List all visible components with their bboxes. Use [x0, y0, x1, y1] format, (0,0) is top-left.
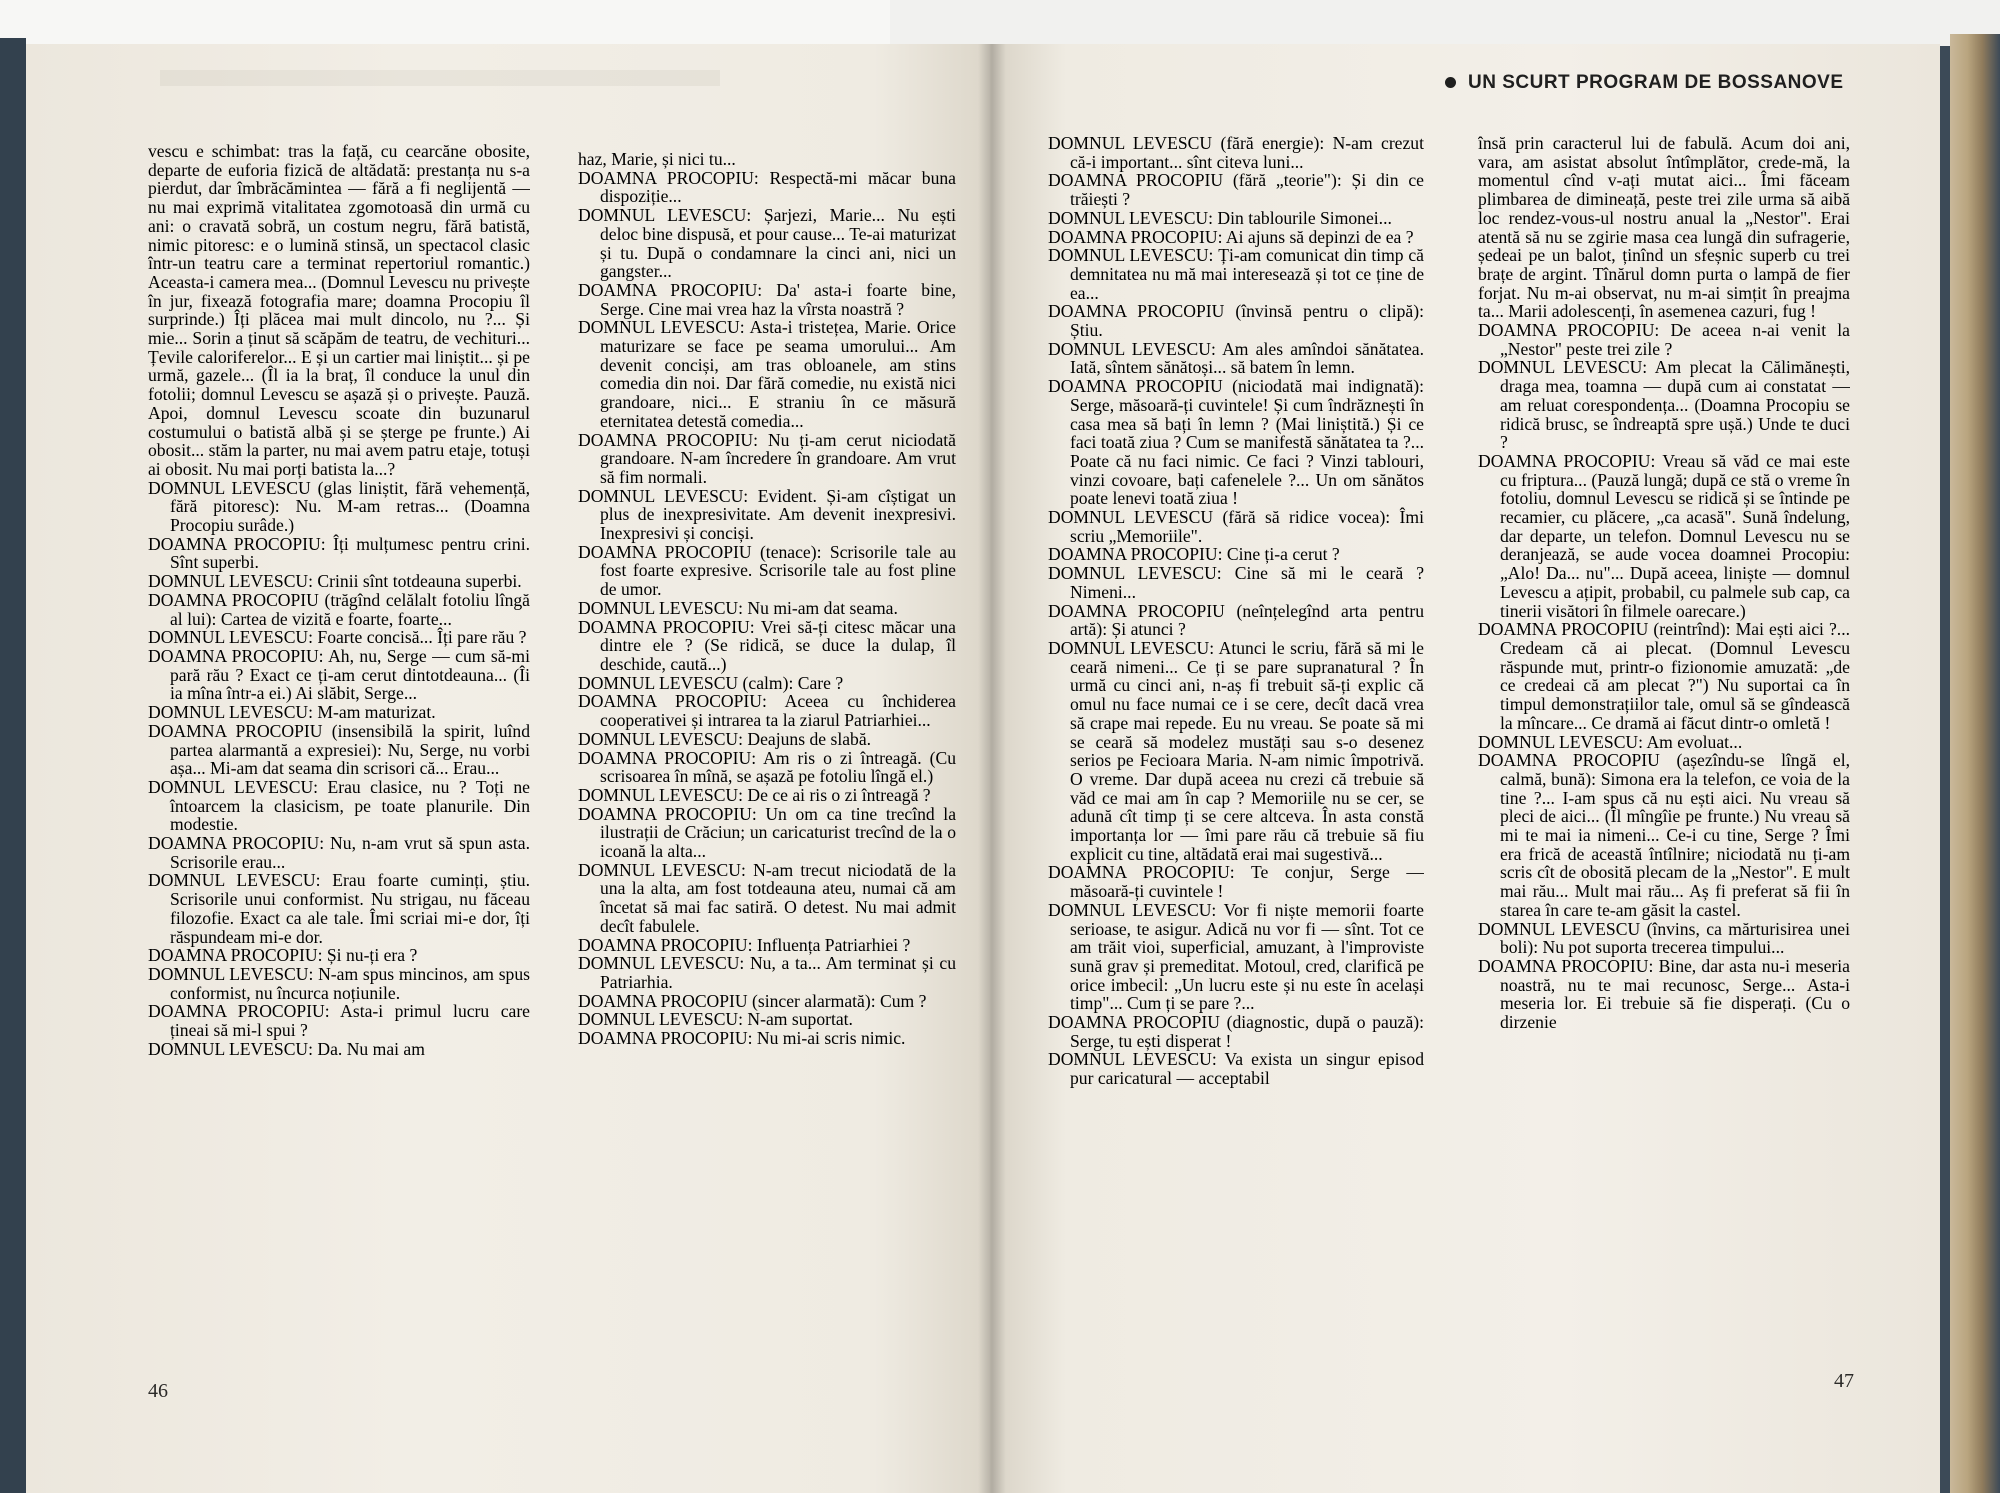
- dialogue-paragraph: DOMNUL LEVESCU (fără energie): N-am crezut că-i important... sînt citeva luni...: [1048, 134, 1424, 172]
- dialogue-paragraph: DOAMNA PROCOPIU (niciodată mai indignată): Serge, măsoară-ți cuvintele! Și cum îndrăznești în casa mea să bați în lemn ? (Mai liniștită.) Și ce faci toată ziua ? Cum se manifestă sănătatea ta ?... Poate că nu faci nimic. Ce faci ? Vinzi tablouri, vinzi covoare, bați cafenelele ?... Un om sănătos poate lenevi toată ziua !: [1048, 376, 1424, 509]
- dialogue-paragraph: DOAMNA PROCOPIU (fără „teorie"): Și din ce trăiești ?: [1048, 170, 1424, 210]
- dialogue-paragraph: DOAMNA PROCOPIU (sincer alarmată): Cum ?: [578, 990, 927, 1011]
- dialogue-paragraph: DOMNUL LEVESCU (fără să ridice vocea): Îmi scriu „Memoriile".: [1048, 507, 1424, 546]
- page-number-left: 46: [148, 1380, 168, 1402]
- dialogue-paragraph: DOAMNA PROCOPIU: Am ris o zi întreagă. (Cu scrisoarea în mînă, se așază pe fotoliu lîngă el.): [578, 747, 956, 787]
- dialogue-paragraph: DOAMNA PROCOPIU: Bine, dar asta nu-i meseria noastră, nu te mai recunosc, Serge... Asta-i meseria lor. Ei trebuie să fie disperați. (Cu o dirzenie: [1478, 955, 1850, 1033]
- dialogue-paragraph: DOMNUL LEVESCU: Am plecat la Călimănești, draga mea, toamna — după cum ai constatat — am reluat corespondența... (Doamna Procopiu se ridică brusc, se îndreaptă spre ușă.) Unde te duci ?: [1478, 357, 1850, 453]
- dialogue-paragraph: DOMNUL LEVESCU: Am evoluat...: [1478, 731, 1743, 752]
- dialogue-paragraph: DOMNUL LEVESCU: Din tablourile Simonei...: [1048, 207, 1392, 228]
- continued-paragraph: însă prin caracterul lui de fabulă. Acum doi ani, vara, am asistat absolut întîmplător, crede-mă, la momentul cînd v-ați mutat aici... Îmi făceam plimbarea de dimineață, peste trei zile urma să aibă loc rendez-vous-ul nostru anual la „Nestor". Erai atentă să nu se zgirie masa cea lungă din sufragerie, ședeai pe un balot, ținînd un sfeșnic superb cu trei brațe de argint. Tînărul domn purta o lampă de fier forjat. Nu m-ai observat, nu m-ai simțit în preajma ta... Marii adolescenți, în asemenea cazuri, fug !: [1478, 134, 1850, 322]
- book-cover-right-edge: [1950, 34, 2000, 1493]
- dialogue-paragraph: DOMNUL LEVESCU: M-am maturizat.: [148, 702, 436, 723]
- dialogue-paragraph: DOAMNA PROCOPIU: Asta-i primul lucru care țineai să mi-l spui ?: [148, 1001, 530, 1041]
- dialogue-paragraph: DOMNUL LEVESCU: Foarte concisă... Îți pare rău ?: [148, 627, 527, 648]
- dialogue-paragraph: DOMNUL LEVESCU: Va exista un singur episod pur caricatural — acceptabil: [1048, 1049, 1424, 1089]
- dialogue-paragraph: DOAMNA PROCOPIU (diagnostic, după o pauză): Serge, tu ești disperat !: [1048, 1012, 1424, 1051]
- dialogue-paragraph: DOMNUL LEVESCU: Am ales amîndoi sănătatea. Iată, sîntem sănătoși... să batem în lemn.: [1048, 338, 1424, 378]
- dialogue-paragraph: DOAMNA PROCOPIU: Te conjur, Serge — măsoară-ți cuvintele !: [1048, 862, 1424, 902]
- dialogue-paragraph: DOMNUL LEVESCU: Evident. Și-am cîștigat un plus de inexpresivitate. Am devenit inexpresivi. Inexpresivi și conciși.: [578, 485, 956, 544]
- text-column-right-1: [1048, 134, 1424, 1356]
- dialogue-paragraph: DOAMNA PROCOPIU: Ai ajuns să depinzi de ea ?: [1048, 226, 1414, 247]
- dialogue-paragraph: DOMNUL LEVESCU: Erau clasice, nu ? Toți ne întoarcem la clasicism, pe toate planurile. Din modestie.: [148, 776, 530, 835]
- dialogue-paragraph: DOMNUL LEVESCU: Cine să mi le ceară ? Nimeni...: [1048, 563, 1424, 602]
- dialogue-paragraph: DOMNUL LEVESCU: N-am spus mincinos, am spus conformist, nu încurca noțiunile.: [148, 963, 530, 1003]
- dialogue-paragraph: DOMNUL LEVESCU: Deajuns de slabă.: [578, 728, 872, 749]
- text-column-right-2: [1478, 134, 1850, 1356]
- text-column-left-2: [578, 150, 956, 1360]
- dialogue-paragraph: DOAMNA PROCOPIU: Îți mulțumesc pentru crini. Sînt superbi.: [148, 533, 530, 573]
- dialogue-paragraph: DOAMNA PROCOPIU: Și nu-ți era ?: [148, 945, 418, 966]
- dialogue-paragraph: DOAMNA PROCOPIU: Influența Patriarhiei ?: [578, 934, 911, 955]
- dialogue-paragraph: DOMNUL LEVESCU: Crinii sînt totdeauna superbi.: [148, 571, 522, 592]
- dialogue-paragraph: DOMNUL LEVESCU (glas liniștit, fără vehemență, fără pitoresc): Nu. M-am retras... (Doamna Procopiu surâde.): [148, 477, 530, 536]
- dialogue-paragraph: DOAMNA PROCOPIU (neînțelegînd arta pentru artă): Și atunci ?: [1048, 600, 1424, 640]
- book-cover-left-edge: [0, 38, 26, 1493]
- dialogue-paragraph: DOMNUL LEVESCU: Erau foarte cuminți, știu. Scrisorile unui conformist. Nu strigau, nu făceau filozofie. Exact ca ale tale. Îmi scriai mi-e dor, îți răspundeam mi-e dor.: [148, 870, 530, 947]
- bleed-through-text: [160, 70, 720, 86]
- scanner-top-margin: [0, 0, 2000, 46]
- dialogue-paragraph: DOMNUL LEVESCU: N-am suportat.: [578, 1009, 853, 1030]
- text-column-left-1: [148, 142, 530, 1360]
- dialogue-paragraph: DOAMNA PROCOPIU: Da' asta-i foarte bine, Serge. Cine mai vrea haz la vîrsta noastră ?: [578, 279, 956, 319]
- dialogue-paragraph: DOMNUL LEVESCU: Da. Nu mai am: [148, 1038, 425, 1059]
- dialogue-paragraph: DOAMNA PROCOPIU: Respectă-mi măcar buna dispoziție...: [578, 167, 956, 207]
- dialogue-paragraph: DOMNUL LEVESCU: De ce ai ris o zi întreagă ?: [578, 784, 931, 805]
- dialogue-paragraph: DOMNUL LEVESCU: Nu, a ta... Am terminat și cu Patriarhia.: [578, 953, 956, 992]
- dialogue-paragraph: DOAMNA PROCOPIU (așezîndu-se lîngă el, calmă, bună): Simona era la telefon, ce voia de la tine ?... I-am spus că nu ești aici. Nu vreau să pleci de aici... (Îl mîngîie pe frunte.) Nu vreau să mi te mai ia nimeni... Ce-i cu tine, Serge ? Îmi era frică de această întîlnire; niciodată nu ți-am scris cît de obosită plecam de la „Nestor". E mult mai rău... Mult mai rău... Aș fi preferat să fii în starea în care te-am găsit la castel.: [1478, 750, 1850, 920]
- running-header: [1445, 72, 1845, 94]
- continued-paragraph: haz, Marie, și nici tu...: [578, 150, 736, 169]
- dialogue-paragraph: DOMNUL LEVESCU: Nu mi-am dat seama.: [578, 597, 898, 618]
- dialogue-paragraph: DOMNUL LEVESCU (învins, ca mărturisirea unei boli): Nu pot suporta trecerea timpului...: [1478, 918, 1850, 958]
- dialogue-paragraph: DOAMNA PROCOPIU: De aceea n-ai venit la „Nestor" peste trei zile ?: [1478, 320, 1850, 359]
- dialogue-paragraph: DOAMNA PROCOPIU: Nu mi-ai scris nimic.: [578, 1028, 906, 1049]
- running-title: UN SCURT PROGRAM DE BOSSANOVE: [1468, 72, 1844, 93]
- dialogue-paragraph: DOMNUL LEVESCU: N-am trecut niciodată de la una la alta, am fost totdeauna ateu, numai că am încetat să mai fac satiră. O detest. Nu mai admit decît fabulele.: [578, 859, 956, 936]
- dialogue-paragraph: DOMNUL LEVESCU: Ți-am comunicat din timp că demnitatea nu mă mai interesează și tot ce ține de ea...: [1048, 245, 1424, 303]
- bullet-icon: [1445, 77, 1456, 88]
- book-gutter: [978, 44, 1006, 1493]
- dialogue-paragraph: DOAMNA PROCOPIU (reintrînd): Mai ești aici ?... Credeam că ai plecat. (Domnul Levescu răspunde mut, printr-o fizionomie amuzată: „de ce credeai că am plecat ?") Nu suportai ca în timpul demonstrațiilor tale, omul să se gîndească la mîncare... Ce dramă ai făcut dintr-o omletă !: [1478, 619, 1850, 733]
- dialogue-paragraph: DOAMNA PROCOPIU (trăgînd celălalt fotoliu lîngă al lui): Cartea de vizită e foarte, foarte...: [148, 589, 530, 629]
- page-number-right: 47: [1834, 1370, 1854, 1392]
- dialogue-paragraph: DOAMNA PROCOPIU: Aceea cu închiderea cooperativei și intrarea ta la ziarul Patriarhiei...: [578, 691, 956, 731]
- dialogue-paragraph: DOMNUL LEVESCU: Asta-i tristețea, Marie. Orice maturizare se face pe seama umorului... Am devenit conciși, am tras obloanele, am stins comedia din noi. Dar fără comedie, nu există nici grandoare, nici... E straniu în ce măsură eternitatea detestă comedia...: [578, 317, 956, 431]
- dialogue-paragraph: DOMNUL LEVESCU: Șarjezi, Marie... Nu ești deloc bine dispusă, et pour cause... Te-ai maturizat și tu. După o condamnare la cinci ani, nici un gangster...: [578, 205, 956, 282]
- dialogue-paragraph: DOAMNA PROCOPIU: Nu ți-am cerut niciodată grandoare. N-am încredere în grandoare. Am vrut să fim normali.: [578, 429, 956, 487]
- dialogue-paragraph: DOMNUL LEVESCU: Vor fi niște memorii foarte serioase, te asigur. Adică nu vor fi — sînt. Tot ce am trăit vioi, superficial, amuzant, à l'improviste sună grav și premeditat. Motoul, cred, clarifică pe orice imbecil: „Un lucru este și nu este în același timp"... Cum ți se pare ?...: [1048, 899, 1424, 1014]
- dialogue-paragraph: DOAMNA PROCOPIU: Vreau să văd ce mai este cu friptura... (Pauză lungă; după ce stă o vreme în fotoliu, domnul Levescu se ridică și se întinde pe recamier, cu plăcere, „ca acasă". Sună îndelung, dar departe, un telefon. Domnul Levescu nu se deranjează, se aude vocea doamnei Procopiu: „Alo! Da... nu"... După aceea, liniște — domnul Levescu a ațipit, probabil, cu palmele sub cap, ca tinerii visători în filmele oarecare.): [1478, 450, 1850, 621]
- dialogue-paragraph: DOAMNA PROCOPIU (tenace): Scrisorile tale au fost foarte expresive. Scrisorile tale au fost pline de umor.: [578, 541, 956, 600]
- dialogue-paragraph: DOAMNA PROCOPIU (învinsă pentru o clipă): Știu.: [1048, 301, 1424, 341]
- dialogue-paragraph: DOAMNA PROCOPIU: Ah, nu, Serge — cum să-mi pară rău ? Exact ce ți-am cerut dintotdeauna... (Îi ia mîna într-a ei.) Ai slăbit, Serge...: [148, 645, 530, 704]
- dialogue-paragraph: DOAMNA PROCOPIU (insensibilă la spirit, luînd partea alarmantă a expresiei): Nu, Serge, nu vorbi așa... Mi-am dat seama din scrisori că... Erau...: [148, 720, 530, 779]
- dialogue-paragraph: DOMNUL LEVESCU: Atunci le scriu, fără să mi le ceară nimeni... Ce ți se pare supranatural ? În urmă cu cinci ani, n-aș fi trebuit să-ți explic că omul nu face numai ce i se cere, decît dacă vrea să crape mai repede. Eu nu vreau. Se poate să mi se ceară să modelez mustăți sau s-o desenez serios pe Fecioara Maria. N-am nimic împotrivă. O vreme. Dar după aceea nu crezi că trebuie să văd ce mai am în cap ? Memoriile nu se cer, se adună cît timp ți se cere altceva. În asta constă importanța lor — îmi pare rău că trebuie să fiu explicit cu tine, altădată erai mai sugestivă...: [1048, 637, 1424, 864]
- dialogue-paragraph: DOMNUL LEVESCU (calm): Care ?: [578, 672, 844, 693]
- dialogue-paragraph: DOAMNA PROCOPIU: Vrei să-ți citesc măcar una dintre ele ? (Se ridică, se duce la dulap, îl deschide, caută...): [578, 616, 956, 674]
- dialogue-paragraph: DOAMNA PROCOPIU: Cine ți-a cerut ?: [1048, 544, 1340, 565]
- dialogue-paragraph: DOAMNA PROCOPIU: Un om ca tine trecînd la ilustrații de Crăciun; un caricaturist trecînd de la o icoană la alta...: [578, 803, 956, 862]
- continued-paragraph: vescu e schimbat: tras la față, cu cearcăne obosite, departe de euforia fizică de altădată: prestanța nu s-a pierdut, dar îmbrăcămintea — fără a fi neglijentă — nu mai exprimă vitalitatea zgomotoasă din urmă cu ani: o cravată sobră, un costum negru, fără batistă, nimic pitoresc: e o lumină stinsă, un spectacol clasic într-un teatru care a terminat repertoriul romantic.) Aceasta-i camera mea... (Domnul Levescu nu privește în jur, fixează fotografia mare; doamna Procopiu îl surprinde.) Îți plăcea mai mult dincolo, nu ?... Și mie... Sorin a ținut să scăpăm de teatru, de vechituri... Țevile caloriferelor... E și un cartier mai liniștit... și pe urmă, gazele... (Îl ia la braț, îl conduce la unul din fotolii; domnul Levescu se așază și o privește. Pauză. Apoi, domnul Levescu scoate din buzunarul costumului o batistă albă și se șterge pe frunte.) Ai obosit... stăm la parter, nu mai avem patru etaje, totuși ai obosit. Nu mai porți batista la...?: [148, 142, 530, 479]
- dialogue-paragraph: DOAMNA PROCOPIU: Nu, n-am vrut să spun asta. Scrisorile erau...: [148, 833, 530, 872]
